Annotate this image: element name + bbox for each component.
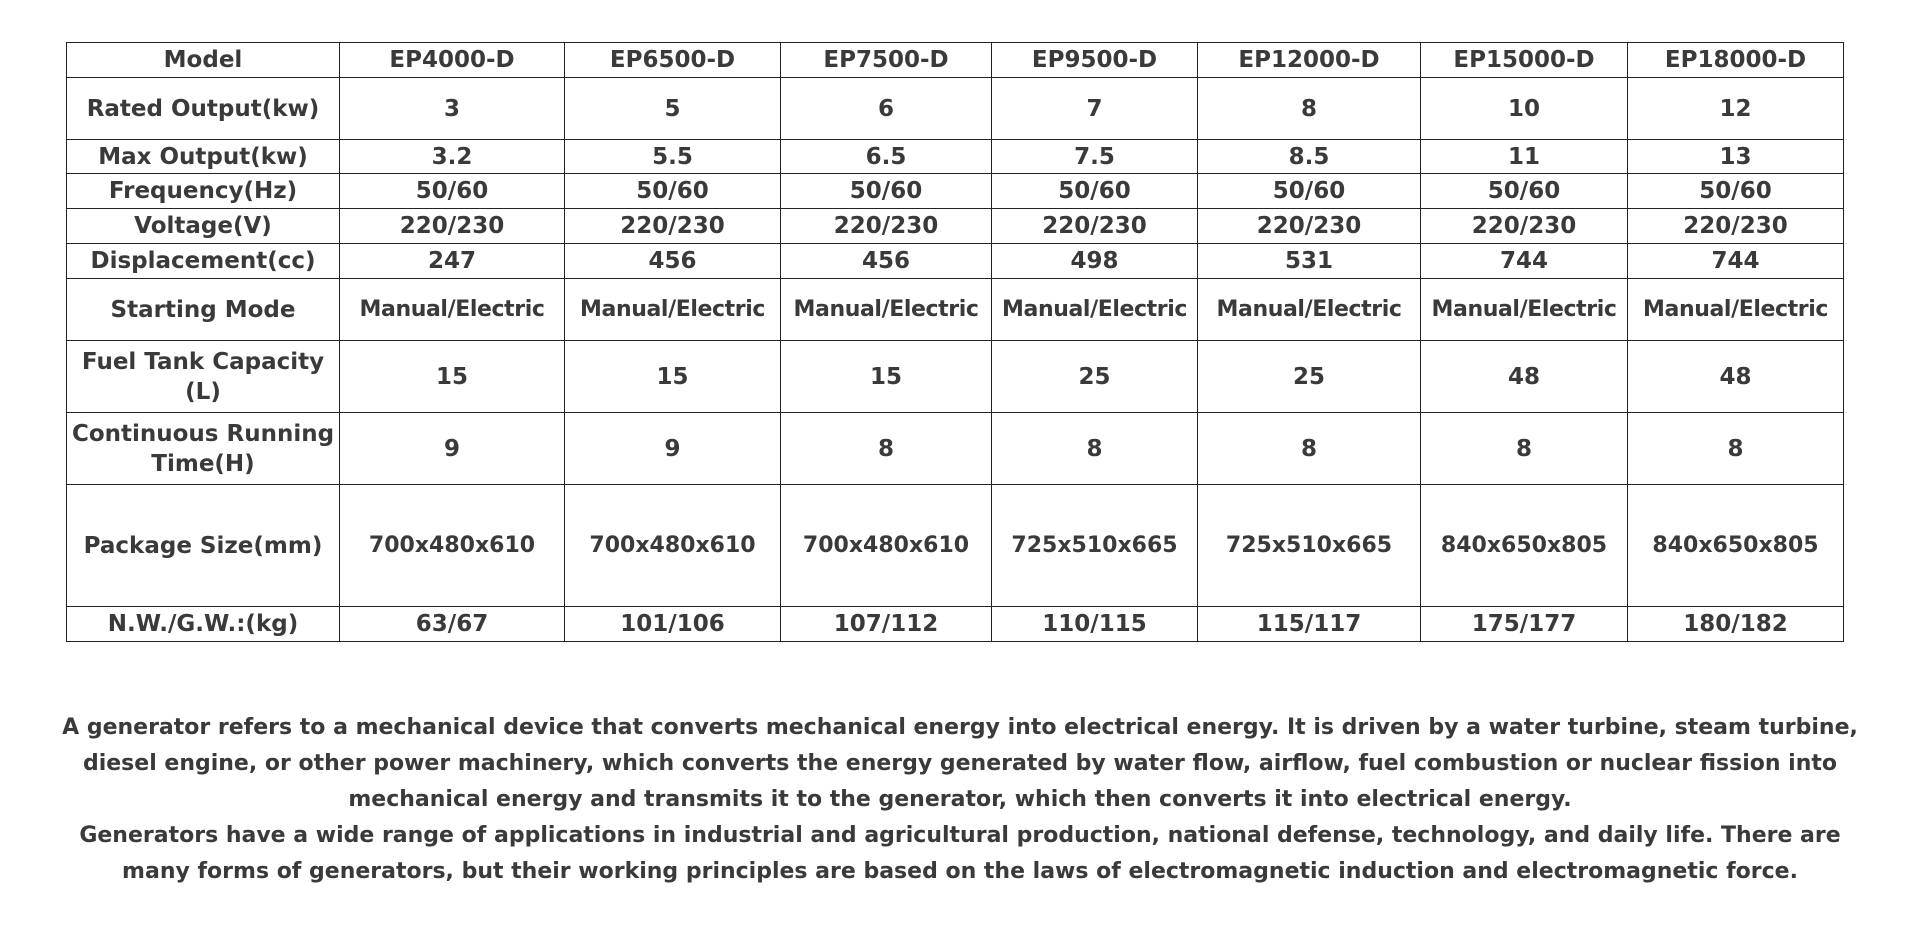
table-row <box>67 341 1844 413</box>
table-cell: 107/112 <box>781 607 992 642</box>
row-label: Displacement(cc) <box>67 244 340 279</box>
model-name: EP12000-D <box>1198 43 1421 78</box>
table-cell: 50/60 <box>1198 174 1421 209</box>
table-cell: 498 <box>992 244 1198 279</box>
row-label: Rated Output(kw) <box>67 78 340 140</box>
table-cell: 220/230 <box>565 209 781 244</box>
header-label: Model <box>67 43 340 78</box>
table-cell: 744 <box>1421 244 1628 279</box>
row-label: Fuel Tank Capacity (L) <box>67 341 340 413</box>
table-cell: 175/177 <box>1421 607 1628 642</box>
table-cell: 840x650x805 <box>1421 485 1628 607</box>
spec-table <box>66 42 1844 642</box>
table-row <box>67 485 1844 607</box>
table-row <box>67 209 1844 244</box>
table-row <box>67 279 1844 341</box>
table-row <box>67 78 1844 140</box>
table-cell: 700x480x610 <box>781 485 992 607</box>
table-cell: 11 <box>1421 140 1628 174</box>
description-paragraph: A generator refers to a mechanical device that converts mechanical energy into electrical energy. It is driven by a water turbine, steam turbine, diesel engine, or other power machinery, which converts the energy generated by water flow, airflow, fuel combustion or nuclear fission into mechanical energy and transmits it to the generator, which then converts it into electrical energy. <box>62 715 1858 812</box>
table-row <box>67 413 1844 485</box>
table-cell: 48 <box>1628 341 1844 413</box>
table-cell: 3.2 <box>340 140 565 174</box>
table-cell: 7.5 <box>992 140 1198 174</box>
table-cell: 12 <box>1628 78 1844 140</box>
table-cell: 725x510x665 <box>1198 485 1421 607</box>
table-cell: 50/60 <box>340 174 565 209</box>
table-cell: 9 <box>340 413 565 485</box>
table-cell: 25 <box>1198 341 1421 413</box>
table-cell: 220/230 <box>340 209 565 244</box>
table-cell: 6.5 <box>781 140 992 174</box>
row-label: N.W./G.W.:(kg) <box>67 607 340 642</box>
table-cell: 456 <box>781 244 992 279</box>
table-cell: 50/60 <box>1628 174 1844 209</box>
table-cell: 25 <box>992 341 1198 413</box>
table-row <box>67 140 1844 174</box>
table-header-row <box>67 43 1844 78</box>
table-cell: Manual/Electric <box>1421 279 1628 341</box>
table-cell: 456 <box>565 244 781 279</box>
table-cell: Manual/Electric <box>1198 279 1421 341</box>
row-label: Package Size(mm) <box>67 485 340 607</box>
description-paragraph: Generators have a wide range of applications in industrial and agricultural production, national defense, technology, and daily life. There are many forms of generators, but their working principles are based on the laws of electromagnetic induction and electromagnetic force. <box>79 823 1841 884</box>
table-cell: 700x480x610 <box>565 485 781 607</box>
table-cell: 50/60 <box>565 174 781 209</box>
description-block <box>60 710 1860 890</box>
model-name: EP18000-D <box>1628 43 1844 78</box>
table-cell: 8 <box>1198 78 1421 140</box>
row-label: Starting Mode <box>67 279 340 341</box>
model-name: EP15000-D <box>1421 43 1628 78</box>
table-cell: 531 <box>1198 244 1421 279</box>
table-cell: 8 <box>992 413 1198 485</box>
table-cell: 50/60 <box>781 174 992 209</box>
table-row <box>67 244 1844 279</box>
table-cell: 8 <box>781 413 992 485</box>
table-cell: 220/230 <box>1628 209 1844 244</box>
table-cell: 7 <box>992 78 1198 140</box>
table-cell: 700x480x610 <box>340 485 565 607</box>
table-row <box>67 607 1844 642</box>
table-cell: 15 <box>565 341 781 413</box>
table-cell: 110/115 <box>992 607 1198 642</box>
table-cell: 15 <box>781 341 992 413</box>
table-cell: 63/67 <box>340 607 565 642</box>
table-cell: 744 <box>1628 244 1844 279</box>
table-cell: 8 <box>1421 413 1628 485</box>
table-cell: 725x510x665 <box>992 485 1198 607</box>
model-name: EP7500-D <box>781 43 992 78</box>
table-cell: 220/230 <box>992 209 1198 244</box>
table-cell: 3 <box>340 78 565 140</box>
table-cell: 5.5 <box>565 140 781 174</box>
table-cell: 48 <box>1421 341 1628 413</box>
table-cell: Manual/Electric <box>565 279 781 341</box>
model-name: EP4000-D <box>340 43 565 78</box>
table-cell: Manual/Electric <box>1628 279 1844 341</box>
row-label: Continuous Running Time(H) <box>67 413 340 485</box>
table-cell: 50/60 <box>1421 174 1628 209</box>
table-row <box>67 174 1844 209</box>
table-cell: 9 <box>565 413 781 485</box>
table-cell: Manual/Electric <box>340 279 565 341</box>
table-cell: 8 <box>1628 413 1844 485</box>
table-cell: 5 <box>565 78 781 140</box>
table-cell: 10 <box>1421 78 1628 140</box>
table-cell: 115/117 <box>1198 607 1421 642</box>
table-cell: 13 <box>1628 140 1844 174</box>
table-cell: 247 <box>340 244 565 279</box>
table-cell: 101/106 <box>565 607 781 642</box>
table-cell: 50/60 <box>992 174 1198 209</box>
table-cell: 220/230 <box>1198 209 1421 244</box>
table-cell: 840x650x805 <box>1628 485 1844 607</box>
table-cell: 6 <box>781 78 992 140</box>
spec-table-body <box>67 43 1844 642</box>
table-cell: 8 <box>1198 413 1421 485</box>
table-cell: Manual/Electric <box>992 279 1198 341</box>
row-label: Frequency(Hz) <box>67 174 340 209</box>
table-cell: 15 <box>340 341 565 413</box>
table-cell: 220/230 <box>781 209 992 244</box>
model-name: EP6500-D <box>565 43 781 78</box>
table-cell: Manual/Electric <box>781 279 992 341</box>
table-cell: 180/182 <box>1628 607 1844 642</box>
table-cell: 220/230 <box>1421 209 1628 244</box>
row-label: Voltage(V) <box>67 209 340 244</box>
table-cell: 8.5 <box>1198 140 1421 174</box>
row-label: Max Output(kw) <box>67 140 340 174</box>
model-name: EP9500-D <box>992 43 1198 78</box>
